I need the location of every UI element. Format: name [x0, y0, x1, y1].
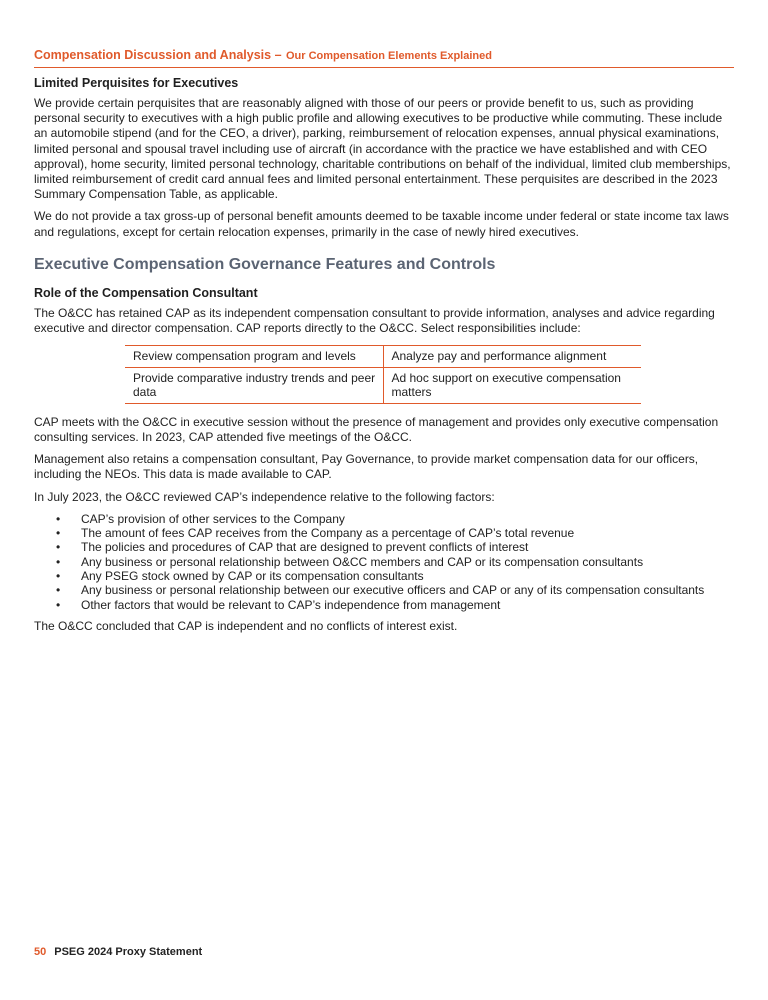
bullet-icon: •: [56, 583, 61, 598]
document-title: PSEG 2024 Proxy Statement: [54, 946, 203, 958]
list-item: [56, 569, 734, 583]
bullet-icon: •: [56, 597, 61, 612]
review-paragraph: In July 2023, the O&CC reviewed CAP’s independence relative to the following factors:: [34, 489, 495, 504]
responsibilities-table: [125, 345, 641, 404]
list-item-text: Any business or personal relationship between O&CC members and CAP or its compensation consultants: [81, 554, 644, 569]
list-item: [56, 526, 734, 540]
bullet-icon: •: [56, 526, 61, 541]
bullet-icon: •: [56, 554, 61, 569]
table-row: [125, 346, 641, 368]
list-item: [56, 555, 734, 569]
table-row: [125, 367, 641, 403]
section-title: Compensation Discussion and Analysis –: [34, 48, 282, 62]
page-footer: [34, 946, 202, 958]
management-paragraph: Management also retains a compensation consultant, Pay Governance, to provide market compensation data for our officers, including the NEOs. This data is made available to CAP.: [34, 452, 699, 482]
consultant-heading: Role of the Compensation Consultant: [34, 285, 258, 300]
subsection-title: Our Compensation Elements Explained: [285, 50, 492, 62]
consultant-intro: The O&CC has retained CAP as its independent compensation consultant to provide information, analyses and advice regarding executive and director compensation. CAP reports directly to the O&CC. Select responsibilities include:: [34, 305, 715, 336]
conclusion-paragraph: The O&CC concluded that CAP is independent and no conflicts of interest exist.: [34, 618, 458, 633]
list-item-text: Other factors that would be relevant to CAP’s independence from management: [81, 597, 501, 612]
list-item-text: The amount of fees CAP receives from the Company as a percentage of CAP’s total revenue: [81, 526, 575, 541]
table-cell: Review compensation program and levels: [125, 346, 383, 368]
perqs-heading: Limited Perquisites for Executives: [34, 76, 239, 90]
section-header: [34, 46, 734, 68]
bullet-icon: •: [56, 511, 61, 526]
governance-heading: Executive Compensation Governance Features and Controls: [34, 255, 496, 273]
list-item: [56, 583, 734, 597]
meetings-paragraph: CAP meets with the O&CC in executive session without the presence of management and provides only executive compensation consulting services. In 2023, CAP attended five meetings of the O&CC.: [34, 414, 719, 444]
table-cell: Provide comparative industry trends and peer data: [125, 367, 383, 403]
independence-factors-list: [34, 512, 734, 612]
page-number: 50: [34, 946, 47, 958]
table-cell: Analyze pay and performance alignment: [383, 346, 641, 368]
perqs-paragraph-2: We do not provide a tax gross-up of personal benefit amounts deemed to be taxable income under federal or state income tax laws and regulations, except for certain relocation expenses, primarily in the case of newly hired executives.: [34, 209, 729, 239]
bullet-icon: •: [56, 540, 61, 555]
bullet-icon: •: [56, 568, 61, 583]
list-item: [56, 512, 734, 526]
list-item: [56, 540, 734, 554]
list-item-text: Any business or personal relationship between our executive officers and CAP or any of its compensation consultants: [81, 583, 705, 598]
list-item: [56, 598, 734, 612]
list-item-text: The policies and procedures of CAP that are designed to prevent conflicts of interest: [81, 540, 529, 555]
list-item-text: Any PSEG stock owned by CAP or its compensation consultants: [81, 568, 424, 583]
perqs-paragraph-1: We provide certain perquisites that are reasonably aligned with those of our peers or provide benefit to us, such as providing personal security to executives with a high public profile and allowing executives to be productive while commuting. These include an automobile stipend (and for the CEO, a driver), parking, reimbursement of relocation expenses, annual physical examinations, limited personal and spousal travel including use of aircraft (in accordance with the practice we have established and with CEO approval), home security, limited personal technology, charitable contributions on behalf of the individual, limited club memberships, limited reimbursement of credit card annual fees and limited personal entertainment. These perquisites are described in the 2023 Summary Compensation Table, as applicable.: [34, 96, 731, 202]
page-content: [34, 76, 734, 641]
list-item-text: CAP’s provision of other services to the Company: [81, 511, 345, 526]
table-cell: Ad hoc support on executive compensation matters: [383, 367, 641, 403]
